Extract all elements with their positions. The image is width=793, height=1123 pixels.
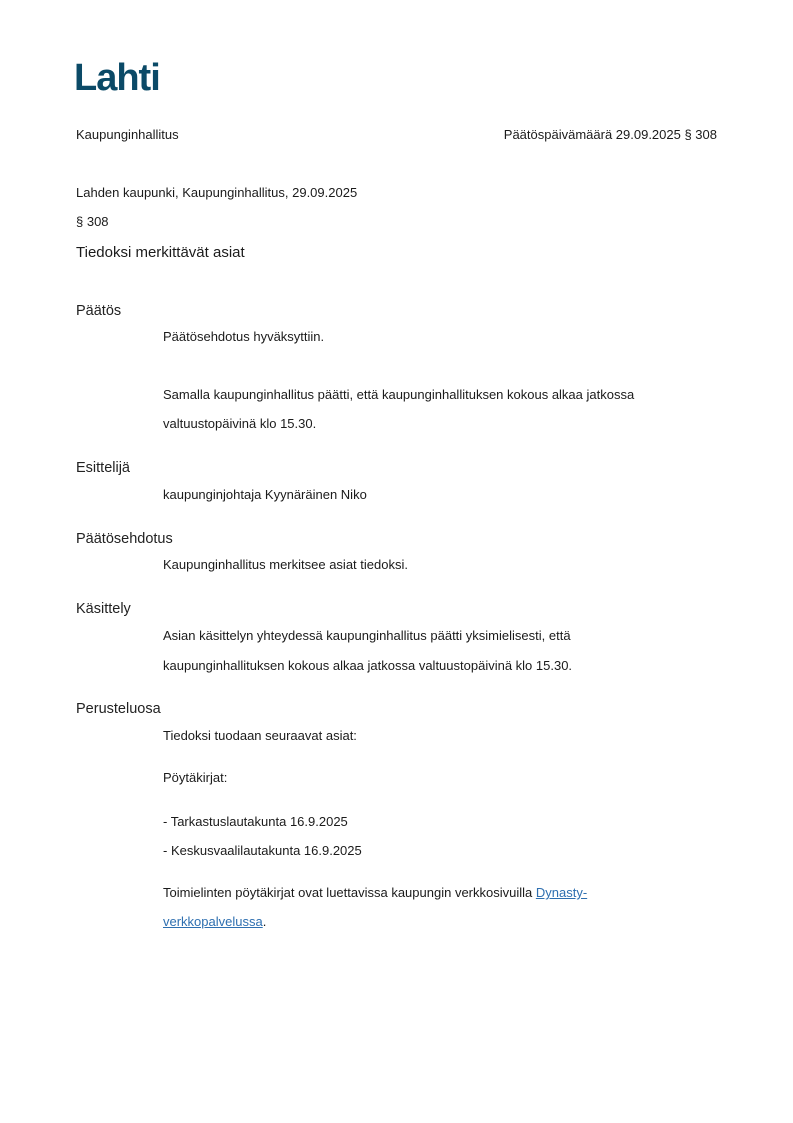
minutes-list-item: - Keskusvaalilautakunta 16.9.2025 — [163, 843, 362, 858]
presenter-name: kaupunginjohtaja Kyynäräinen Niko — [163, 487, 367, 502]
minutes-list-item: - Tarkastuslautakunta 16.9.2025 — [163, 814, 348, 829]
handling-line: kaupunginhallituksen kokous alkaa jatkossa valtuustopäivinä klo 15.30. — [163, 658, 573, 673]
closing-period: . — [262, 914, 267, 929]
proposal-text: Kaupunginhallitus merkitsee asiat tiedoksi. — [163, 557, 408, 572]
decision-line: Päätösehdotus hyväksyttiin. — [163, 329, 325, 344]
closing-paragraph-line — [163, 913, 266, 931]
decision-line: Samalla kaupunginhallitus päätti, että kaupunginhallituksen kokous alkaa jatkossa — [163, 387, 635, 402]
lahti-logo: Lahti — [74, 57, 160, 99]
dynasty-link[interactable]: Dynasty- — [535, 885, 588, 900]
meta-line: Lahden kaupunki, Kaupunginhallitus, 29.09.2025 — [76, 185, 358, 200]
dynasty-link-continued[interactable]: verkkopalvelussa — [163, 914, 263, 929]
decision-line: valtuustopäivinä klo 15.30. — [163, 416, 317, 431]
proposal-heading: Päätösehdotus — [76, 531, 173, 547]
section-number: § 308 — [76, 214, 109, 229]
page-title: Tiedoksi merkittävät asiat — [76, 244, 245, 261]
rationale-intro: Tiedoksi tuodaan seuraavat asiat: — [163, 728, 357, 743]
minutes-label: Pöytäkirjat: — [163, 770, 228, 785]
handling-line: Asian käsittelyn yhteydessä kaupunginhallitus päätti yksimielisesti, että — [163, 628, 571, 643]
decision-heading: Päätös — [76, 303, 122, 319]
closing-paragraph-line — [163, 884, 587, 902]
rationale-heading: Perusteluosa — [76, 701, 161, 717]
presenter-heading: Esittelijä — [76, 460, 130, 476]
handling-heading: Käsittely — [76, 601, 131, 617]
header-body-name: Kaupunginhallitus — [76, 127, 179, 142]
closing-text: Toimielinten pöytäkirjat ovat luettavissa kaupungin verkkosivuilla — [163, 885, 533, 900]
header-decision-date: Päätöspäivämäärä 29.09.2025 § 308 — [503, 127, 717, 142]
